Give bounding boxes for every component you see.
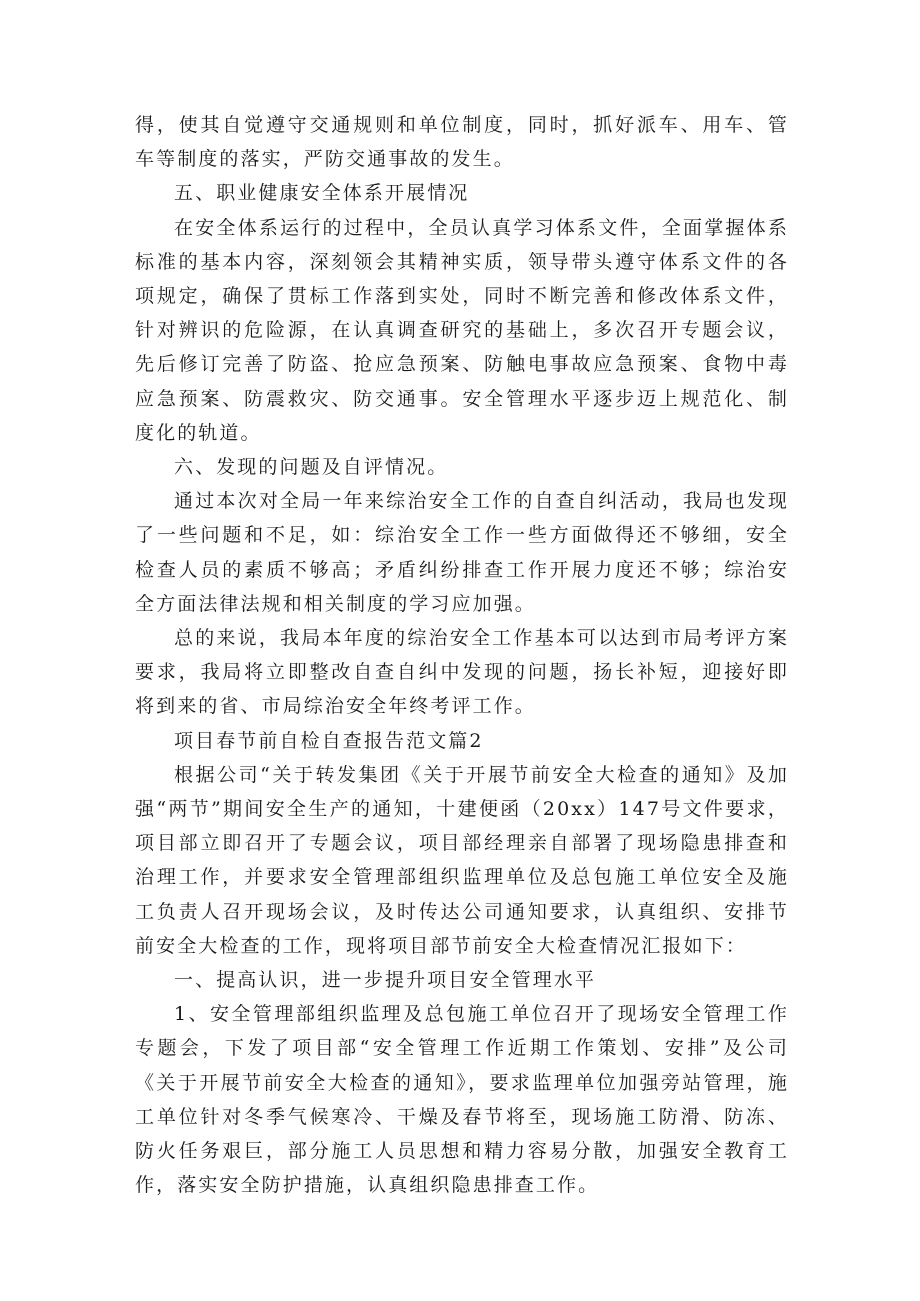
document-page	[135, 108, 789, 1203]
paragraph-body: 1、安全管理部组织监理及总包施工单位召开了现场安全管理工作专题会，下发了项目部“安全管理工作近期工作策划、安排”及公司《关于开展节前安全大检查的通知》，要求监理单位加强旁站管理，施工单位针对冬季气候寒冷、干燥及春节将至，现场施工防滑、防冻、防火任务艰巨，部分施工人员思想和精力容易分散，加强安全教育工作，落实安全防护措施，认真组织隐患排查工作。	[135, 1003, 789, 1197]
section-heading-1: 一、提高认识，进一步提升项目安全管理水平	[174, 969, 597, 992]
section-heading-5: 五、职业健康安全体系开展情况	[174, 182, 470, 205]
paragraph-body: 总的来说，我局本年度的综治安全工作基本可以达到市局考评方案要求，我局将立即整改自查自纠中发现的问题，扬长补短，迎接好即将到来的省、市局综治安全年终考评工作。	[135, 627, 789, 718]
paragraph-body: 根据公司“关于转发集团《关于开展节前安全大检查的通知》及加强“两节”期间安全生产的通知，十建便函（20xx）147号文件要求，项目部立即召开了专题会议，项目部经理亲自部署了现场隐患排查和治理工作，并要求安全管理部组织监理单位及总包施工单位安全及施工负责人召开现场会议，及时传达公司通知要求，认真组织、安排节前安全大检查的工作，现将项目部节前安全大检查情况汇报如下：	[135, 763, 789, 957]
paragraph-continuation: 得，使其自觉遵守交通规则和单位制度，同时，抓好派车、用车、管车等制度的落实，严防交通事故的发生。	[135, 114, 789, 171]
paragraph-body: 在安全体系运行的过程中，全员认真学习体系文件，全面掌握体系标准的基本内容，深刻领会其精神实质，领导带头遵守体系文件的各项规定，确保了贯标工作落到实处，同时不断完善和修改体系文件，针对辨识的危险源，在认真调查研究的基础上，多次召开专题会议，先后修订完善了防盗、抢应急预案、防触电事故应急预案、食物中毒应急预案、防震救灾、防交通事。安全管理水平逐步迈上规范化、制度化的轨道。	[135, 216, 789, 444]
section-heading-6: 六、发现的问题及自评情况。	[174, 456, 449, 479]
article-title: 项目春节前自检自查报告范文篇2	[174, 729, 484, 752]
paragraph-body: 通过本次对全局一年来综治安全工作的自查自纠活动，我局也发现了一些问题和不足，如：综治安全工作一些方面做得还不够细，安全检查人员的素质不够高；矛盾纠纷排查工作开展力度还不够；综治安全方面法律法规和相关制度的学习应加强。	[135, 490, 789, 615]
